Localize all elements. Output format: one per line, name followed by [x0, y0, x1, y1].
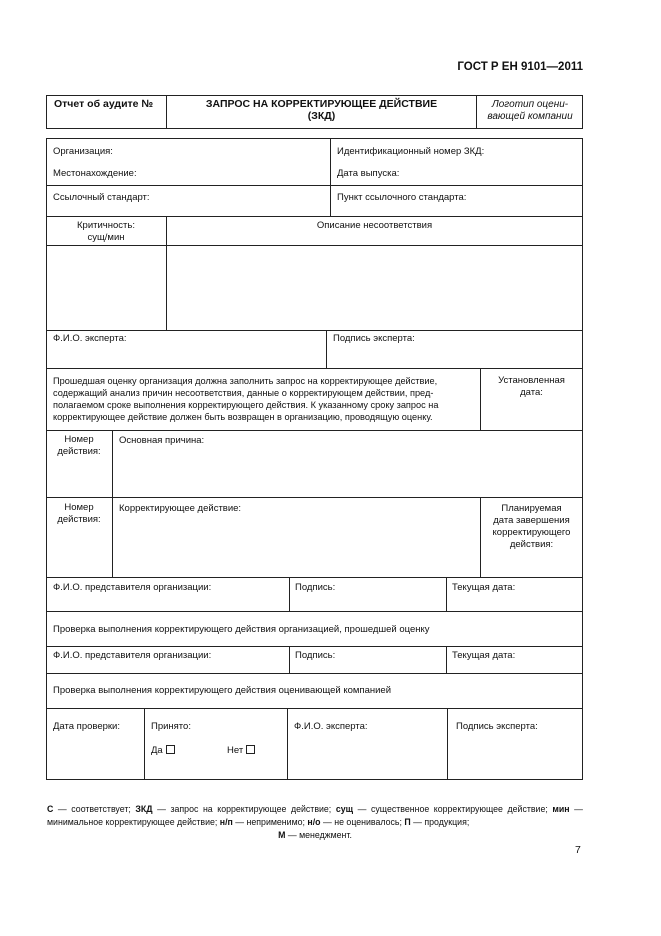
page-number: 7 — [575, 844, 581, 856]
accepted-label: Принято: — [151, 721, 191, 732]
accepted-yes-option[interactable] — [151, 745, 175, 757]
no-label: Нет — [227, 745, 244, 756]
ref-standard-label: Ссылочный стандарт: — [53, 192, 150, 203]
signature-label: Подпись: — [295, 582, 336, 593]
root-cause-label: Основная причина: — [119, 435, 205, 446]
set-date-label: Установленная дата: — [498, 375, 565, 398]
action-number-label: Номер действия: — [57, 434, 101, 457]
expert-signature-label: Подпись эксперта: — [456, 721, 538, 732]
org-rep-name-label: Ф.И.О. представителя организации: — [53, 582, 212, 593]
yes-checkbox[interactable] — [166, 745, 175, 754]
audit-report-label: Отчет об аудите № — [54, 98, 154, 110]
accepted-no-option[interactable] — [227, 745, 255, 757]
issue-date-label: Дата выпуска: — [337, 168, 400, 179]
form-title: ЗАПРОС НА КОРРЕКТИРУЮЩЕЕ ДЕЙСТВИЕ (ЗКД) — [205, 98, 438, 122]
location-label: Местонахождение: — [53, 168, 137, 179]
verify-org-label: Проверка выполнения корректирующего действия организацией, прошедшей оценку — [53, 624, 430, 635]
yes-label: Да — [151, 745, 163, 756]
abbreviation-legend: С — соответствует; ЗКД — запрос на корректирующее действие; сущ — существенное корректирующее действие; мин — минимальное корректирующее действие; н/п — неприменимо; н/о — не оценивалось; П — продукция; М — менеджмент. — [47, 804, 583, 840]
check-date-label: Дата проверки: — [53, 721, 120, 732]
planned-date-label: Планируемая дата завершения корректирующего действия: — [492, 503, 571, 550]
corrective-action-label: Корректирующее действие: — [119, 503, 242, 514]
signature-label: Подпись: — [295, 650, 336, 661]
expert-name-label: Ф.И.О. эксперта: — [53, 333, 127, 344]
document-code: ГОСТ Р ЕН 9101—2011 — [457, 61, 583, 73]
verify-assessor-label: Проверка выполнения корректирующего действия оценивающей компанией — [53, 685, 391, 696]
expert-signature-label: Подпись эксперта: — [333, 333, 415, 344]
organization-label: Организация: — [53, 146, 113, 157]
zkd-id-label: Идентификационный номер ЗКД: — [337, 146, 485, 157]
action-number-label: Номер действия: — [57, 502, 101, 525]
current-date-label: Текущая дата: — [452, 582, 516, 593]
current-date-label: Текущая дата: — [452, 650, 516, 661]
nonconformity-desc-label: Описание несоответствия — [316, 220, 433, 231]
expert-name-label: Ф.И.О. эксперта: — [294, 721, 368, 732]
instruction-text: Прошедшая оценку организация должна заполнить запрос на корректирующее действие, содержащий анализ причин несоответствия, данные о корректирующем действии, пред- полагаемом сроке выполнения корректирующего действия. К указанному сроку запрос на корректирующее действие должен быть возвращен в организацию, проводящую оценку. — [53, 376, 439, 422]
no-checkbox[interactable] — [246, 745, 255, 754]
standard-clause-label: Пункт ссылочного стандарта: — [337, 192, 467, 203]
company-logo-placeholder: Логотип оцени- вающей компании — [487, 99, 573, 122]
org-rep-name-label: Ф.И.О. представителя организации: — [53, 650, 212, 661]
criticality-label: Критичность: сущ/мин — [77, 220, 135, 243]
